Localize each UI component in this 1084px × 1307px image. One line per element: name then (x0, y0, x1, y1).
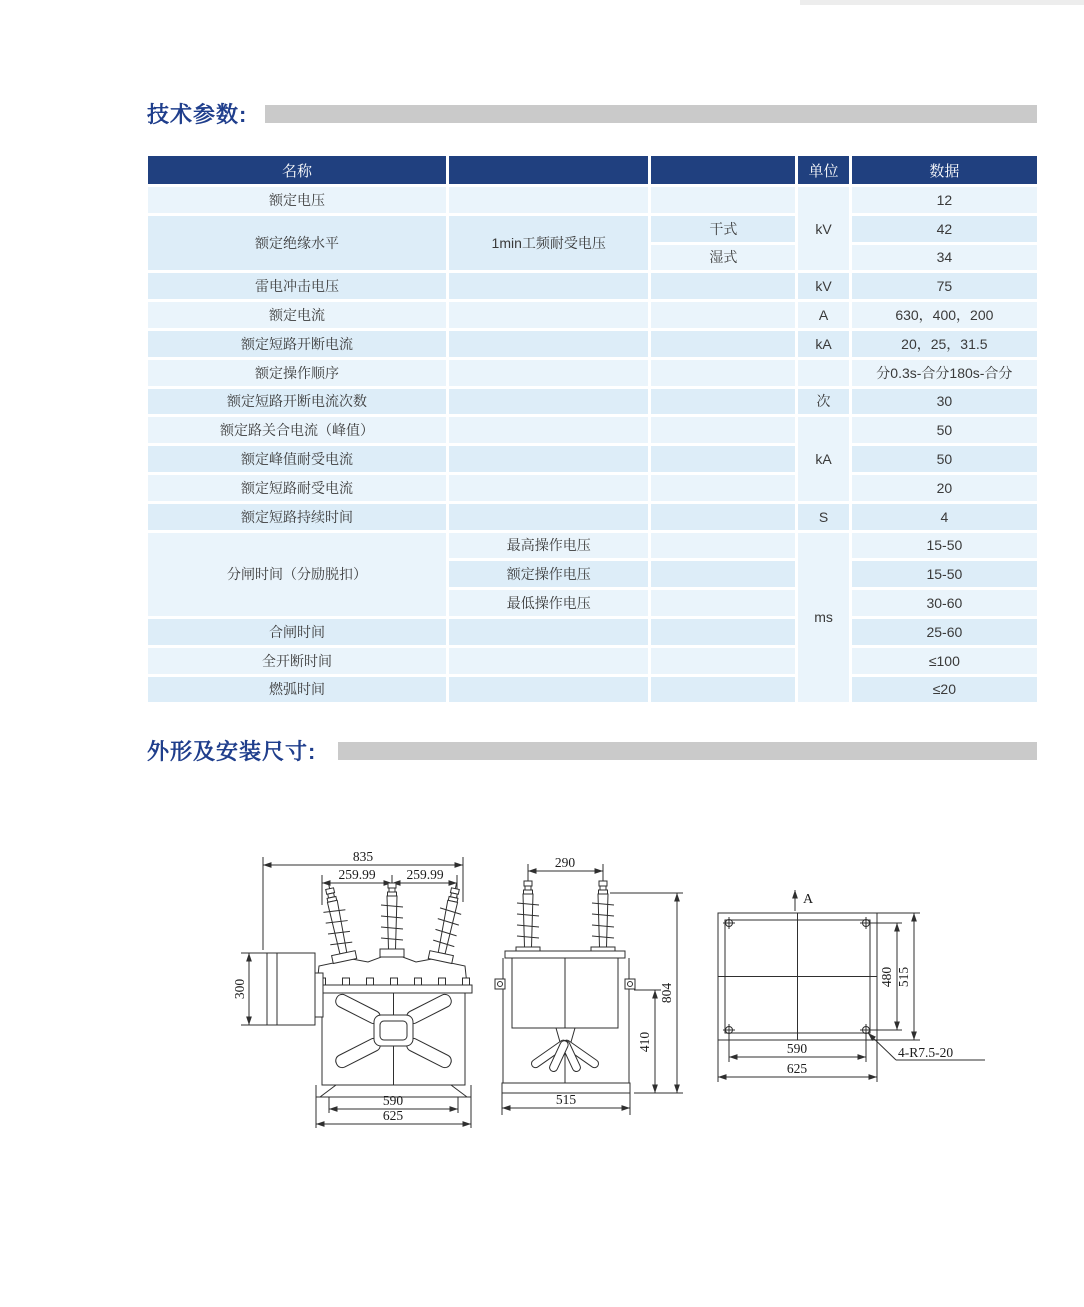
param-unit: S (798, 504, 848, 530)
table-row (148, 533, 1037, 559)
param-sub1: 1min工频耐受电压 (449, 216, 648, 271)
header-col3 (651, 156, 795, 184)
param-value: 12 (852, 187, 1037, 213)
param-unit (798, 360, 848, 386)
table-row (148, 187, 1037, 213)
header-unit: 单位 (798, 156, 848, 184)
param-sub1: 额定操作电压 (449, 561, 648, 587)
front-control-box (267, 953, 323, 1025)
param-sub1: 最高操作电压 (449, 533, 648, 559)
param-value: 20 (852, 475, 1037, 501)
param-sub1 (449, 187, 648, 213)
side-view-drawing (495, 855, 683, 1115)
param-value: 20，25，31.5 (852, 331, 1037, 357)
param-sub2 (651, 533, 795, 559)
param-unit: A (798, 302, 848, 328)
table-row (148, 417, 1037, 443)
dim-base-width: 515 (555, 1092, 577, 1107)
param-value: 4 (852, 504, 1037, 530)
param-name: 额定短路开断电流次数 (148, 389, 446, 415)
param-sub2 (651, 331, 795, 357)
dim-hole-pitch-depth: 480 (879, 966, 894, 988)
param-sub1 (449, 648, 648, 674)
param-name: 全开断时间 (148, 648, 446, 674)
param-sub1 (449, 417, 648, 443)
outline-installation-drawings (200, 835, 1020, 1180)
param-sub2 (651, 590, 795, 616)
param-sub2 (651, 417, 795, 443)
param-sub1 (449, 677, 648, 703)
front-view-drawing (232, 849, 472, 1128)
view-direction-label: A (803, 892, 814, 907)
header-name: 名称 (148, 156, 446, 184)
param-value: 30 (852, 389, 1037, 415)
table-row (148, 504, 1037, 530)
param-sub2 (651, 187, 795, 213)
dim-phase-pitch-right: 259.99 (406, 867, 444, 882)
param-sub1 (449, 619, 648, 645)
param-value: 42 (852, 216, 1037, 242)
table-row (148, 273, 1037, 299)
param-value: 75 (852, 273, 1037, 299)
param-sub2: 湿式 (651, 245, 795, 271)
param-sub2 (651, 561, 795, 587)
dim-overall-width: 835 (352, 849, 374, 864)
dim-hole-pitch-width: 590 (786, 1041, 808, 1056)
table-row (148, 216, 1037, 242)
param-value: ≤20 (852, 677, 1037, 703)
param-value: 50 (852, 446, 1037, 472)
param-name: 分闸时间（分励脱扣） (148, 533, 446, 616)
header-col2 (449, 156, 648, 184)
param-unit: kV (798, 187, 848, 270)
section-divider-bar (265, 105, 1037, 123)
param-value: 25-60 (852, 619, 1037, 645)
param-sub2 (651, 619, 795, 645)
dim-bushing-pitch: 290 (554, 855, 576, 870)
param-sub1 (449, 302, 648, 328)
param-value: ≤100 (852, 648, 1037, 674)
param-sub2 (651, 446, 795, 472)
dim-phase-pitch-left: 259.99 (338, 867, 376, 882)
dim-outer-width: 625 (786, 1061, 808, 1076)
param-sub2: 干式 (651, 216, 795, 242)
page-top-strip (800, 0, 1084, 5)
param-sub1: 最低操作电压 (449, 590, 648, 616)
table-row (148, 360, 1037, 386)
table-row (148, 302, 1037, 328)
param-sub1 (449, 331, 648, 357)
dim-box-height: 300 (232, 978, 247, 1000)
table-row (148, 648, 1037, 674)
param-unit: 次 (798, 389, 848, 415)
param-name: 额定电流 (148, 302, 446, 328)
section-title-dimensions: 外形及安装尺寸: (147, 739, 317, 764)
hole-note-label: 4-R7.5-20 (898, 1045, 954, 1060)
param-name: 额定操作顺序 (148, 360, 446, 386)
param-name: 额定电压 (148, 187, 446, 213)
param-value: 34 (852, 245, 1037, 271)
param-name: 雷电冲击电压 (148, 273, 446, 299)
param-sub1 (449, 273, 648, 299)
dim-outer-depth: 515 (896, 966, 911, 988)
dim-base-inner-width: 590 (382, 1093, 404, 1108)
table-row (148, 677, 1037, 703)
param-sub1 (449, 504, 648, 530)
section-divider-bar (338, 742, 1037, 760)
table-header-row (148, 156, 1037, 184)
param-value: 30-60 (852, 590, 1037, 616)
param-unit: kA (798, 331, 848, 357)
param-unit: kV (798, 273, 848, 299)
header-data: 数据 (852, 156, 1037, 184)
param-sub2 (651, 302, 795, 328)
param-name: 燃弧时间 (148, 677, 446, 703)
param-value: 50 (852, 417, 1037, 443)
param-name: 额定路关合电流（峰值） (148, 417, 446, 443)
table-row (148, 389, 1037, 415)
param-name: 额定峰值耐受电流 (148, 446, 446, 472)
param-sub2 (651, 648, 795, 674)
table-row (148, 446, 1037, 472)
param-sub2 (651, 504, 795, 530)
param-sub1 (449, 389, 648, 415)
param-name: 额定短路耐受电流 (148, 475, 446, 501)
param-value: 15-50 (852, 533, 1037, 559)
dim-base-outer-width: 625 (382, 1108, 404, 1123)
param-sub2 (651, 360, 795, 386)
table-row (148, 475, 1037, 501)
param-value: 分0.3s-合分180s-合分 (852, 360, 1037, 386)
dim-overall-height: 804 (659, 982, 674, 1004)
section-title-technical-parameters: 技术参数: (147, 102, 248, 127)
top-view-drawing (718, 890, 985, 1082)
param-name: 额定短路开断电流 (148, 331, 446, 357)
param-sub1 (449, 360, 648, 386)
param-unit: kA (798, 417, 848, 500)
dim-body-height: 410 (637, 1031, 652, 1053)
param-sub2 (651, 273, 795, 299)
param-value: 15-50 (852, 561, 1037, 587)
param-name: 额定短路持续时间 (148, 504, 446, 530)
param-unit: ms (798, 533, 848, 703)
param-sub2 (651, 677, 795, 703)
table-row (148, 619, 1037, 645)
param-sub2 (651, 389, 795, 415)
param-name: 额定绝缘水平 (148, 216, 446, 271)
param-sub2 (651, 475, 795, 501)
param-name: 合闸时间 (148, 619, 446, 645)
param-sub1 (449, 475, 648, 501)
param-value: 630，400，200 (852, 302, 1037, 328)
param-sub1 (449, 446, 648, 472)
technical-parameters-table (145, 153, 1040, 705)
table-row (148, 331, 1037, 357)
